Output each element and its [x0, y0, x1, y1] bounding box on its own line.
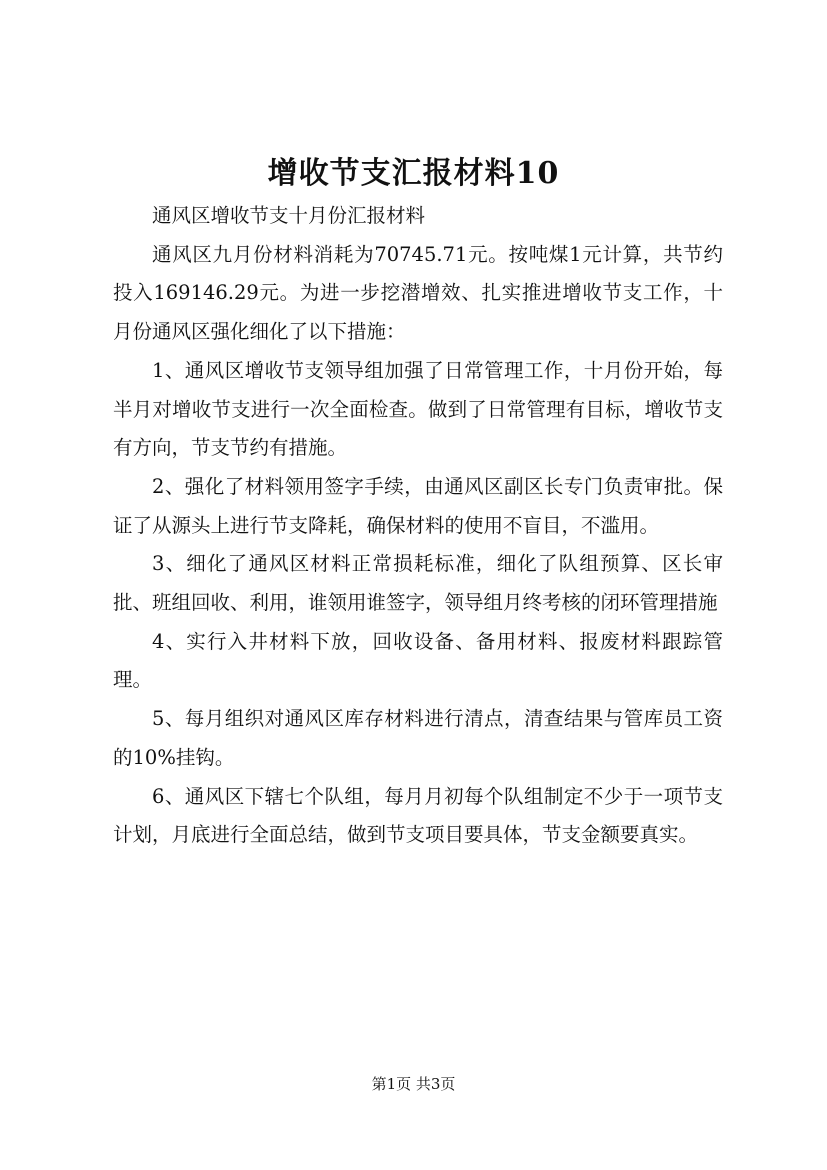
page-footer: 第1页 共3页 [371, 1075, 456, 1093]
paragraph-subtitle: 通风区增收节支十月份汇报材料 [152, 204, 426, 227]
paragraph-measure-5: 5、每月组织对通风区库存材料进行清点，清查结果与管库员工资的10%挂钩。 [113, 707, 723, 769]
document-body [113, 197, 723, 855]
paragraph-measure-6: 6、通风区下辖七个队组，每月月初每个队组制定不少于一项节支计划，月底进行全面总结，做到节支项目要具体，节支金额要真实。 [113, 784, 723, 847]
paragraph-measure-3: 3、细化了通风区材料正常损耗标准，细化了队组预算、区长审批、班组回收、利用，谁领用谁签字，领导组月终考核的闭环管理措施 [113, 552, 723, 615]
paragraph-measure-2: 2、强化了材料领用签字手续，由通风区副区长专门负责审批。保证了从源头上进行节支降耗，确保材料的使用不盲目，不滥用。 [113, 474, 723, 537]
paragraph-intro: 通风区九月份材料消耗为70745.71元。按吨煤1元计算，共节约投入169146.29元。为进一步挖潜增效、扎实推进增收节支工作，十月份通风区强化细化了以下措施： [113, 242, 723, 344]
document-title: 增收节支汇报材料10 [267, 156, 560, 191]
paragraph-measure-4: 4、实行入井材料下放，回收设备、备用材料、报废材料跟踪管理。 [113, 629, 723, 692]
paragraph-measure-1: 1、通风区增收节支领导组加强了日常管理工作，十月份开始，每半月对增收节支进行一次全面检查。做到了日常管理有目标，增收节支有方向，节支节约有措施。 [113, 358, 723, 460]
